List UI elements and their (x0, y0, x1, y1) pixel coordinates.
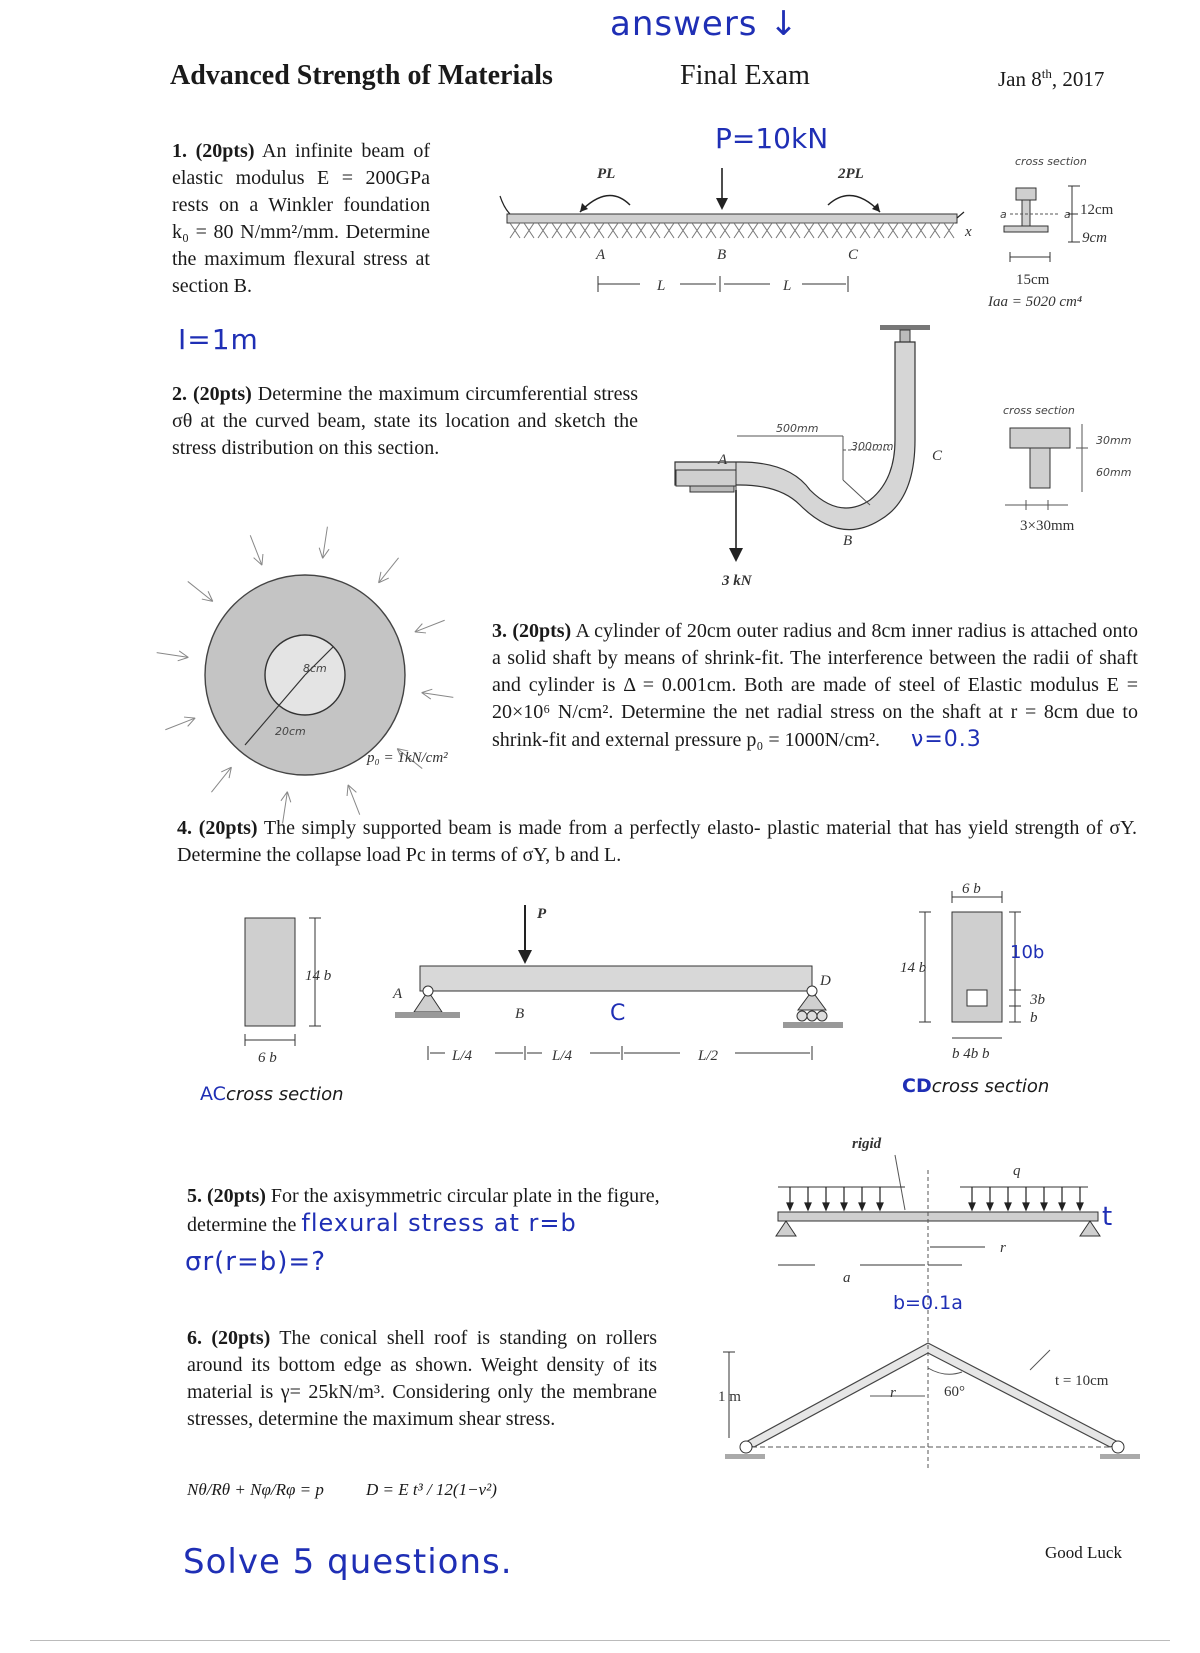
svg-text:P: P (537, 906, 547, 922)
q1-cross-title: cross section (1015, 155, 1087, 168)
svg-text:B: B (515, 1006, 525, 1022)
handwritten-sigma: σr(r=b)=? (185, 1247, 327, 1277)
course-title: Advanced Strength of Materials (170, 60, 553, 91)
svg-text:14 b: 14 b (305, 968, 332, 984)
svg-text:b 4b b: b 4b b (952, 1046, 990, 1062)
svg-text:t = 10cm: t = 10cm (1055, 1373, 1109, 1389)
q1-a-label: A (596, 247, 606, 263)
ac-cross-caption: ACcross section (200, 1083, 344, 1105)
svg-text:t: t (1102, 1202, 1113, 1232)
svg-text:L/4: L/4 (452, 1048, 473, 1064)
svg-text:a: a (1000, 208, 1007, 221)
svg-text:q: q (1013, 1163, 1021, 1179)
svg-text:L/2: L/2 (698, 1048, 719, 1064)
svg-text:15cm: 15cm (1016, 272, 1050, 288)
svg-text:b: b (1030, 1010, 1038, 1026)
svg-text:3b: 3b (1030, 992, 1045, 1008)
cd-cross-caption: CDcross section (902, 1075, 1050, 1097)
svg-text:x: x (965, 224, 972, 240)
svg-text:a: a (1064, 208, 1071, 221)
svg-text:3×30mm: 3×30mm (1020, 518, 1075, 534)
svg-text:rigid: rigid (852, 1136, 882, 1152)
svg-text:500mm: 500mm (776, 422, 819, 435)
q1-c-label: C (848, 247, 859, 263)
svg-text:L/4: L/4 (552, 1048, 573, 1064)
handwritten-p-value: P=10kN (715, 122, 829, 155)
conical-shell (744, 1343, 1120, 1447)
svg-text:14 b: 14 b (900, 960, 927, 976)
question-1: 1. (20pts) An infinite beam of elastic modulus E = 200GPa rests on a Winkler foundation k₀ = 80 N/mm²/mm. Determine the maximum flexural stress at section B. (172, 140, 430, 297)
svg-text:A: A (718, 452, 728, 468)
handwritten-i-value: I=1m (178, 323, 259, 356)
svg-text:L: L (783, 278, 792, 294)
svg-text:1 m: 1 m (718, 1389, 741, 1405)
svg-text:8cm: 8cm (303, 662, 327, 675)
bottom-rule (30, 1640, 1170, 1641)
svg-text:C: C (610, 1001, 626, 1026)
2pl-label: 2PL (838, 166, 864, 182)
po-label: p₀ = 1kN/cm² (367, 750, 448, 766)
svg-text:a: a (843, 1270, 851, 1286)
svg-text:B: B (843, 533, 853, 549)
svg-text:60°: 60° (944, 1384, 965, 1400)
roller-right (1112, 1441, 1124, 1453)
exam-date: Jan 8th, 2017 (998, 66, 1105, 91)
roller-left (740, 1441, 752, 1453)
q2-cross-title: cross section (1003, 404, 1075, 417)
svg-text:9cm: 9cm (1082, 230, 1107, 246)
q1-b-label: B (717, 247, 727, 263)
svg-text:r: r (890, 1385, 896, 1401)
question-4: 4. (20pts) The simply supported beam is made from a perfectly elasto- plastic material that has yield strength of σY. Determine the collapse load Pc in terms of σY, b and L. (177, 817, 1138, 866)
handwritten-solve: Solve 5 questions. (183, 1542, 513, 1582)
svg-text:12cm: 12cm (1080, 202, 1114, 218)
svg-text:10b: 10b (1010, 942, 1045, 963)
pl-label: PL (597, 166, 616, 182)
svg-text:C: C (932, 448, 943, 464)
question-2: 2. (20pts) Determine the maximum circumferential stress σθ at the curved beam, state its location and sketch the stress distribution on this section. (172, 383, 639, 459)
svg-text:300mm: 300mm (851, 440, 894, 453)
question-3: 3. (20pts) A cylinder of 20cm outer radius and 8cm inner radius is attached onto a solid shaft by means of shrink-fit. The interference between the radii of shaft and cylinder is Δ = 0.001cm. Both are made of steel of Elastic modulus E = 20×10⁶ N/cm². Determine the net radial stress on the shaft at r = 8cm due to shrink-fit and external pressure p₀ = 1000N/cm². ν=0.3 (492, 620, 1138, 752)
svg-text:60mm: 60mm (1096, 466, 1132, 479)
good-luck: Good Luck (1045, 1543, 1122, 1562)
iaa-value: Iaa = 5020 cm⁴ (988, 294, 1083, 310)
handwritten-nu: ν=0.3 (911, 727, 982, 752)
svg-text:A: A (393, 986, 403, 1002)
svg-text:30mm: 30mm (1096, 434, 1132, 447)
svg-text:L: L (657, 278, 666, 294)
svg-text:r: r (1000, 1240, 1006, 1256)
svg-text:D: D (820, 973, 831, 989)
formula-membrane: Nθ/Rθ + Nφ/Rφ = p (187, 1480, 324, 1499)
question-5: 5. (20pts) For the axisymmetric circular plate in the figure, determine the flexural stress at r=b (187, 1185, 660, 1237)
formula-rigidity: D = E t³ / 12(1−ν²) (366, 1480, 497, 1499)
q2-load-label: 3 kN (722, 573, 752, 589)
b-value: b=0.1a (893, 1292, 963, 1314)
answers-note: answers ↓ (610, 4, 799, 44)
svg-text:6 b: 6 b (962, 881, 981, 897)
question-6: 6. (20pts) The conical shell roof is standing on rollers around its bottom edge as shown. Weight density of its material is γ= 25kN/m³. Considering only the membrane stresses, determine the maximum shear stress. (187, 1327, 658, 1430)
exam-title: Final Exam (680, 60, 810, 91)
svg-text:20cm: 20cm (275, 725, 306, 738)
svg-text:6 b: 6 b (258, 1050, 277, 1066)
